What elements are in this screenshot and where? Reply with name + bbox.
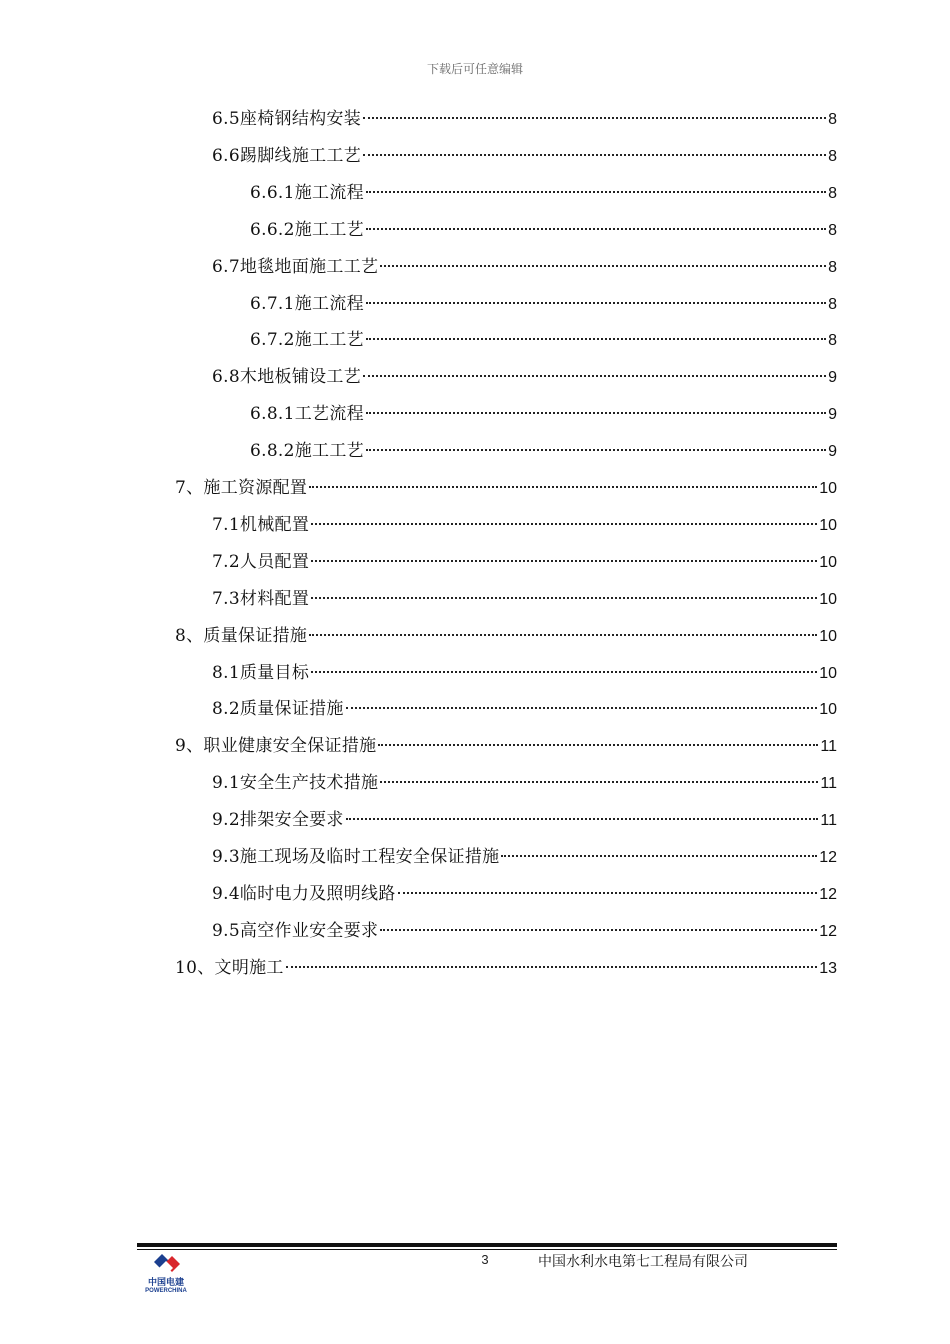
toc-entry-page: 8 xyxy=(828,185,837,202)
toc-entry-label: 8.1质量目标 xyxy=(212,663,310,683)
toc-leader-dots xyxy=(363,117,826,119)
toc-leader-dots xyxy=(311,597,817,599)
toc-entry-page: 8 xyxy=(828,296,837,313)
toc-entry[interactable] xyxy=(212,658,837,688)
toc-entry[interactable] xyxy=(212,141,837,171)
toc-entry-label: 6.6踢脚线施工工艺 xyxy=(212,146,362,166)
toc-leader-dots xyxy=(311,671,817,673)
toc-leader-dots xyxy=(311,523,817,525)
toc-entry-label: 10、文明施工 xyxy=(175,958,284,978)
toc-entry[interactable] xyxy=(212,547,837,577)
toc-entry[interactable] xyxy=(212,879,837,909)
logo-text: 中国电建 xyxy=(147,1278,184,1288)
toc-leader-dots xyxy=(380,781,818,783)
toc-entry-page: 13 xyxy=(819,960,837,977)
toc-entry-label: 9.1安全生产技术措施 xyxy=(212,773,379,793)
toc-entry-label: 6.7.2施工工艺 xyxy=(250,330,364,350)
toc-entry-label: 9.3施工现场及临时工程安全保证措施 xyxy=(212,847,500,867)
page-number: 3 xyxy=(481,1252,489,1267)
toc-entry-label: 8.2质量保证措施 xyxy=(212,699,344,719)
toc-entry[interactable] xyxy=(212,694,837,724)
company-name: 中国水利水电第七工程局有限公司 xyxy=(538,1254,748,1270)
toc-entry-label: 9.4临时电力及照明线路 xyxy=(212,884,396,904)
toc-leader-dots xyxy=(363,375,826,377)
toc-entry-page: 11 xyxy=(820,812,837,829)
toc-entry-page: 11 xyxy=(820,738,837,755)
toc-entry[interactable] xyxy=(175,473,837,503)
footer-rule-thin xyxy=(137,1249,837,1250)
toc-entry[interactable] xyxy=(250,399,837,429)
toc-entry[interactable] xyxy=(212,805,837,835)
toc-leader-dots xyxy=(363,154,826,156)
toc-entry-label: 6.6.1施工流程 xyxy=(250,183,364,203)
toc-leader-dots xyxy=(309,634,817,636)
toc-entry-label: 6.8木地板铺设工艺 xyxy=(212,367,362,387)
toc-entry-label: 6.6.2施工工艺 xyxy=(250,220,364,240)
toc-entry-label: 7.1机械配置 xyxy=(212,515,310,535)
toc-entry[interactable] xyxy=(250,325,837,355)
toc-entry[interactable] xyxy=(175,731,837,761)
toc-leader-dots xyxy=(366,338,826,340)
toc-entry-label: 6.5座椅钢结构安装 xyxy=(212,109,362,129)
toc-entry-label: 9.2排架安全要求 xyxy=(212,810,344,830)
toc-leader-dots xyxy=(380,929,817,931)
toc-entry-label: 6.8.1工艺流程 xyxy=(250,404,364,424)
toc-entry[interactable] xyxy=(250,215,837,245)
toc-entry-page: 10 xyxy=(819,591,837,608)
toc-leader-dots xyxy=(380,265,826,267)
toc-entry-page: 10 xyxy=(819,665,837,682)
toc-entry[interactable] xyxy=(212,842,837,872)
toc-entry-page: 9 xyxy=(828,443,837,460)
toc-entry-page: 12 xyxy=(819,886,837,903)
toc-leader-dots xyxy=(286,966,817,968)
toc-leader-dots xyxy=(311,560,817,562)
toc-leader-dots xyxy=(398,892,818,894)
toc-entry-page: 10 xyxy=(819,554,837,571)
toc-entry-page: 8 xyxy=(828,111,837,128)
toc-leader-dots xyxy=(378,744,818,746)
toc-leader-dots xyxy=(309,486,817,488)
toc-entry-page: 10 xyxy=(819,628,837,645)
toc-entry[interactable] xyxy=(212,510,837,540)
toc-leader-dots xyxy=(366,302,826,304)
toc-entry-page: 11 xyxy=(820,775,837,792)
toc-entry-label: 7、施工资源配置 xyxy=(175,478,308,498)
toc-leader-dots xyxy=(366,191,826,193)
toc-entry-page: 8 xyxy=(828,332,837,349)
toc-entry-page: 8 xyxy=(828,259,837,276)
toc-entry[interactable] xyxy=(175,953,837,983)
toc-entry-page: 12 xyxy=(819,849,837,866)
logo-subtext: POWERCHINA xyxy=(145,1288,187,1294)
toc-entry-page: 8 xyxy=(828,222,837,239)
toc-entry[interactable] xyxy=(175,621,837,651)
toc-leader-dots xyxy=(346,707,817,709)
toc-entry[interactable] xyxy=(212,768,837,798)
toc-entry[interactable] xyxy=(250,436,837,466)
toc-leader-dots xyxy=(366,412,826,414)
footer-rule xyxy=(137,1243,837,1247)
toc-entry[interactable] xyxy=(250,289,837,319)
toc-entry[interactable] xyxy=(212,584,837,614)
toc-entry-label: 7.3材料配置 xyxy=(212,589,310,609)
toc-entry-page: 10 xyxy=(819,701,837,718)
toc-entry-label: 7.2人员配置 xyxy=(212,552,310,572)
toc-entry[interactable] xyxy=(212,104,837,134)
toc-entry-page: 9 xyxy=(828,369,837,386)
toc-leader-dots xyxy=(366,228,826,230)
toc-entry-label: 8、质量保证措施 xyxy=(175,626,308,646)
toc-entry-label: 9.5高空作业安全要求 xyxy=(212,921,379,941)
toc-entry-label: 6.8.2施工工艺 xyxy=(250,441,364,461)
toc-entry-page: 9 xyxy=(828,406,837,423)
toc-leader-dots xyxy=(501,855,817,857)
header-watermark: 下载后可任意编辑 xyxy=(426,62,523,76)
toc-entry[interactable] xyxy=(250,178,837,208)
toc-leader-dots xyxy=(346,818,819,820)
toc-entry-page: 10 xyxy=(819,480,837,497)
toc-entry[interactable] xyxy=(212,252,837,282)
toc-entry-label: 6.7地毯地面施工工艺 xyxy=(212,257,379,277)
toc-entry-label: 6.7.1施工流程 xyxy=(250,294,364,314)
toc-entry-page: 8 xyxy=(828,148,837,165)
toc-entry[interactable] xyxy=(212,362,837,392)
toc-entry-page: 10 xyxy=(819,517,837,534)
toc-entry-page: 12 xyxy=(819,923,837,940)
toc-entry-label: 9、职业健康安全保证措施 xyxy=(175,736,377,756)
toc-leader-dots xyxy=(366,449,826,451)
toc-entry[interactable] xyxy=(212,916,837,946)
